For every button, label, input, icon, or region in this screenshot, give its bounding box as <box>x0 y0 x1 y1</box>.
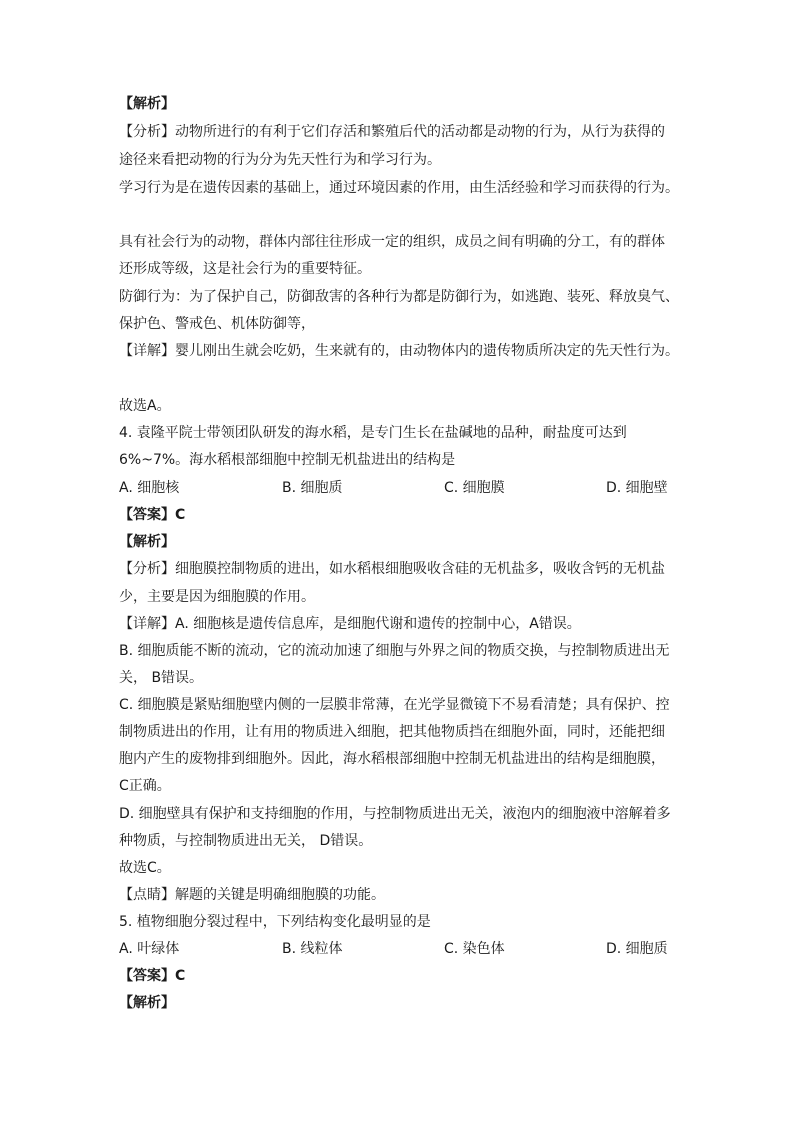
text-line: 还形成等级，这是社会行为的重要特征。 <box>119 261 371 277</box>
text-line: 防御行为：为了保护自己，防御敌害的各种行为都是防御行为，如逃跑、装死、释放臭气、 <box>119 289 679 305</box>
section-label-analysis: 【解析】 <box>119 995 175 1011</box>
text-line: 具有社会行为的动物，群体内部往往形成一定的组织，成员之间有明确的分工，有的群体 <box>119 234 665 250</box>
question-4-stem-cont: 6%~7%。海水稻根部细胞中控制无机盐进出的结构是 <box>119 452 456 468</box>
q5-option-d: D. 细胞质 <box>606 941 668 957</box>
text-line: 制物质进出的作用，让有用的物质进入细胞，把其他物质挡在细胞外面，同时，还能把细 <box>119 724 665 740</box>
text-line: C. 细胞膜是紧贴细胞壁内侧的一层膜非常薄，在光学显微镜下不易看清楚；具有保护、控 <box>119 697 670 713</box>
text-line: 关， B错误。 <box>119 670 204 686</box>
q5-answer: 【答案】C <box>119 968 186 984</box>
text-line: 【详解】A. 细胞核是遗传信息库，是细胞代谢和遗传的控制中心，A错误。 <box>119 616 581 632</box>
text-line: 保护色、警戒色、机体防御等， <box>119 316 315 332</box>
text-line: 【详解】婴儿刚出生就会吃奶，生来就有的，由动物体内的遗传物质所决定的先天性行为。 <box>119 343 679 359</box>
q4-option-c: C. 细胞膜 <box>444 480 505 496</box>
text-line: 途径来看把动物的行为分为先天性行为和学习行为。 <box>119 152 441 168</box>
text-line: 【点睛】解题的关键是明确细胞膜的功能。 <box>119 887 385 903</box>
section-label-analysis: 【解析】 <box>119 534 175 550</box>
text-line: 胞内产生的废物排到细胞外。因此，海水稻根部细胞中控制无机盐进出的结构是细胞膜， <box>119 751 665 767</box>
text-line: 故选C。 <box>119 860 171 876</box>
text-line: 【分析】细胞膜控制物质的进出，如水稻根细胞吸收含硅的无机盐多，吸收含钙的无机盐 <box>119 561 665 577</box>
q4-option-b: B. 细胞质 <box>282 480 343 496</box>
q4-answer: 【答案】C <box>119 507 186 523</box>
q4-option-d: D. 细胞壁 <box>606 480 668 496</box>
q4-option-a: A. 细胞核 <box>119 480 180 496</box>
q5-option-b: B. 线粒体 <box>282 941 343 957</box>
text-line: B. 细胞质能不断的流动，它的流动加速了细胞与外界之间的物质交换，与控制物质进出无 <box>119 643 670 659</box>
text-line: C正确。 <box>119 778 171 794</box>
section-label-analysis: 【解析】 <box>119 96 175 112</box>
question-4-stem: 4. 袁隆平院士带领团队研发的海水稻，是专门生长在盐碱地的品种，耐盐度可达到 <box>119 425 627 441</box>
text-line: 少，主要是因为细胞膜的作用。 <box>119 589 315 605</box>
text-line: 故选A。 <box>119 398 171 414</box>
q5-option-c: C. 染色体 <box>444 941 505 957</box>
text-line: 种物质，与控制物质进出无关， D错误。 <box>119 833 373 849</box>
text-line: D. 细胞壁具有保护和支持细胞的作用，与控制物质进出无关，液泡内的细胞液中溶解着多 <box>119 806 671 822</box>
q5-option-a: A. 叶绿体 <box>119 941 180 957</box>
text-line: 【分析】动物所进行的有利于它们存活和繁殖后代的活动都是动物的行为，从行为获得的 <box>119 124 665 140</box>
question-5-stem: 5. 植物细胞分裂过程中，下列结构变化最明显的是 <box>119 914 431 930</box>
text-line: 学习行为是在遗传因素的基础上，通过环境因素的作用，由生活经验和学习而获得的行为。 <box>119 180 679 196</box>
